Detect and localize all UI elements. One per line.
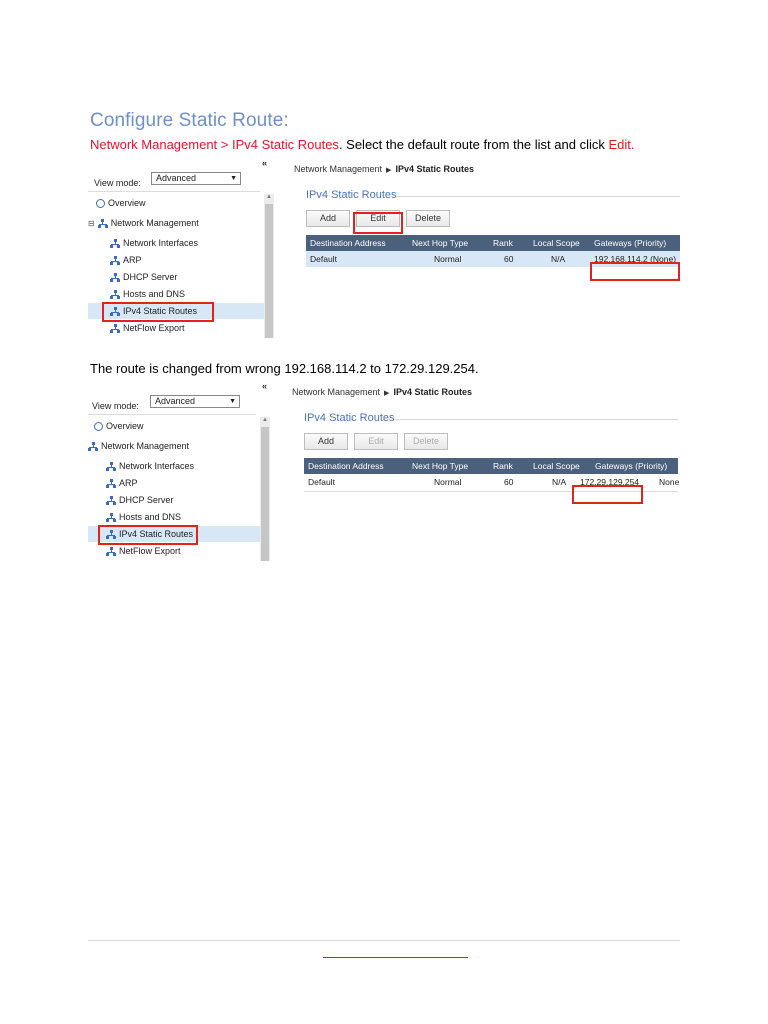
network-icon: [110, 324, 120, 333]
tree-item-dhcp-server[interactable]: [106, 495, 173, 505]
overview-icon: [94, 422, 103, 431]
divider: [88, 191, 260, 192]
view-mode-label: View mode:: [94, 178, 141, 188]
tree-item-label: NetFlow Export: [123, 323, 185, 333]
tree-item-overview[interactable]: [96, 198, 146, 208]
tree-item-label: ARP: [119, 478, 138, 488]
tree-item-label: IPv4 Static Routes: [119, 529, 194, 539]
scroll-up-icon[interactable]: ▲: [266, 194, 272, 200]
tree-item-label: Overview: [108, 198, 146, 208]
add-button[interactable]: Add: [306, 210, 350, 227]
chevron-down-icon: ▼: [229, 398, 236, 405]
tree-item-arp[interactable]: [110, 255, 142, 265]
page-heading: Configure Static Route:: [90, 110, 289, 131]
tree-item-network-management[interactable]: [88, 218, 199, 228]
collapse-pane-icon[interactable]: «: [262, 381, 268, 391]
cell-destination: Default: [310, 254, 337, 264]
overview-icon: [96, 199, 105, 208]
tree-item-label: Network Interfaces: [119, 461, 195, 471]
tree-item-label: Network Management: [110, 218, 199, 228]
add-button[interactable]: Add: [304, 433, 348, 450]
network-icon: [110, 239, 120, 248]
cell-rank: 60: [504, 254, 514, 264]
tree-item-label: DHCP Server: [123, 272, 178, 282]
cell-next-hop: Normal: [434, 477, 462, 487]
network-icon: [106, 547, 116, 556]
edit-button[interactable]: Edit: [356, 210, 400, 227]
column-header[interactable]: Gateways (Priority): [595, 461, 668, 471]
highlight-box: [102, 302, 214, 322]
tree-item-label: Network Management: [101, 441, 190, 451]
network-icon: [110, 290, 120, 299]
delete-button[interactable]: Delete: [404, 433, 448, 450]
tree-item-overview[interactable]: [94, 421, 144, 431]
breadcrumb: [294, 164, 474, 174]
screenshot-before: [88, 158, 680, 338]
scrollbar[interactable]: [264, 194, 274, 338]
tree-item-label: ARP: [123, 255, 142, 265]
edit-button[interactable]: Edit: [354, 433, 398, 450]
tree-item-dhcp-server[interactable]: [110, 272, 177, 282]
cell-rank: 60: [504, 477, 514, 487]
column-header[interactable]: Rank: [493, 461, 513, 471]
tree-item-label: Hosts and DNS: [119, 512, 182, 522]
section-title: IPv4 Static Routes: [304, 412, 395, 424]
note-paragraph: The route is changed from wrong 192.168.114.2 to 172.29.129.254.: [90, 361, 479, 376]
network-icon: [110, 256, 120, 265]
breadcrumb-parent[interactable]: Network Management: [294, 164, 383, 174]
tree-item-network-interfaces[interactable]: [106, 461, 194, 471]
delete-button[interactable]: Delete: [406, 210, 450, 227]
tree-item-hosts-and-dns[interactable]: [110, 289, 185, 299]
tree-item-arp[interactable]: [106, 478, 138, 488]
content-pane: [288, 381, 678, 561]
tree-item-label: IPv4 Static Routes: [123, 306, 198, 316]
column-header[interactable]: Rank: [493, 238, 513, 248]
cell-gateway-ip: 172.29.129.254: [580, 477, 640, 487]
divider: [88, 414, 256, 415]
tree-item-label: NetFlow Export: [119, 546, 181, 556]
highlight-box: [572, 485, 643, 504]
tree-item-network-management[interactable]: [88, 441, 189, 451]
section-title: IPv4 Static Routes: [306, 189, 397, 201]
network-icon: [106, 513, 116, 522]
network-icon: [88, 442, 98, 451]
breadcrumb-current: IPv4 Static Routes: [395, 164, 474, 174]
navigation-pane: [88, 158, 276, 338]
network-icon: [110, 273, 120, 282]
view-mode-select[interactable]: [151, 172, 241, 185]
chevron-right-icon: ▶: [384, 390, 390, 397]
screenshot-after: [88, 381, 680, 561]
table-header: [304, 458, 678, 474]
navigation-pane: [88, 381, 272, 561]
content-pane: [290, 158, 680, 338]
network-icon: [106, 496, 116, 505]
tree-item-label: Overview: [106, 421, 144, 431]
collapse-pane-icon[interactable]: «: [262, 158, 268, 168]
network-icon: [98, 219, 108, 228]
column-header[interactable]: Gateways (Priority): [594, 238, 667, 248]
column-header[interactable]: Next Hop Type: [412, 461, 469, 471]
view-mode-value: Advanced: [156, 173, 197, 183]
highlight-box: [353, 212, 403, 234]
instruction-text: . Select the default route from the list and click: [338, 137, 609, 152]
instruction-path: Network Management > IPv4 Static Routes: [90, 137, 339, 152]
scroll-thumb[interactable]: [261, 427, 269, 561]
collapse-tree-icon[interactable]: ⊟: [88, 218, 95, 228]
footer-link-underline[interactable]: [323, 957, 468, 958]
divider: [394, 419, 678, 420]
tree-item-label: DHCP Server: [119, 495, 174, 505]
breadcrumb-parent[interactable]: Network Management: [292, 387, 381, 397]
instruction-action: Edit: [608, 137, 631, 152]
cell-gateway-priority: None: [659, 477, 680, 487]
column-header[interactable]: Destination Address: [310, 238, 386, 248]
tree-item-label: Network Interfaces: [123, 238, 199, 248]
divider: [396, 196, 680, 197]
instruction-paragraph: [90, 137, 635, 152]
chevron-down-icon: ▼: [230, 175, 237, 182]
highlight-box: [98, 525, 198, 545]
network-icon: [106, 462, 116, 471]
column-header[interactable]: Next Hop Type: [412, 238, 469, 248]
tree-item-netflow-export[interactable]: [110, 323, 185, 333]
breadcrumb: [292, 387, 472, 397]
cell-gateways: 192.168.114.2 (None): [594, 254, 677, 264]
tree-item-hosts-and-dns[interactable]: [106, 512, 181, 522]
scroll-up-icon[interactable]: ▲: [262, 417, 268, 423]
cell-destination: Default: [308, 477, 335, 487]
column-header[interactable]: Local Scope: [533, 461, 580, 471]
footer-divider: [88, 940, 680, 941]
view-mode-value: Advanced: [155, 396, 196, 406]
view-mode-label: View mode:: [92, 401, 139, 411]
view-mode-select[interactable]: [150, 395, 240, 408]
tree-item-network-interfaces[interactable]: [110, 238, 198, 248]
tree-item-label: Hosts and DNS: [123, 289, 186, 299]
cell-local-scope: N/A: [551, 254, 566, 264]
network-icon: [106, 479, 116, 488]
column-header[interactable]: Local Scope: [533, 238, 580, 248]
scrollbar[interactable]: [260, 417, 270, 561]
breadcrumb-current: IPv4 Static Routes: [393, 387, 472, 397]
highlight-box: [590, 262, 680, 281]
instruction-end: .: [630, 137, 635, 152]
scroll-thumb[interactable]: [265, 204, 273, 338]
table-header: [306, 235, 680, 251]
cell-local-scope: N/A: [552, 477, 567, 487]
tree-item-netflow-export[interactable]: [106, 546, 181, 556]
column-header[interactable]: Destination Address: [308, 461, 384, 471]
chevron-right-icon: ▶: [386, 167, 392, 174]
cell-next-hop: Normal: [434, 254, 462, 264]
